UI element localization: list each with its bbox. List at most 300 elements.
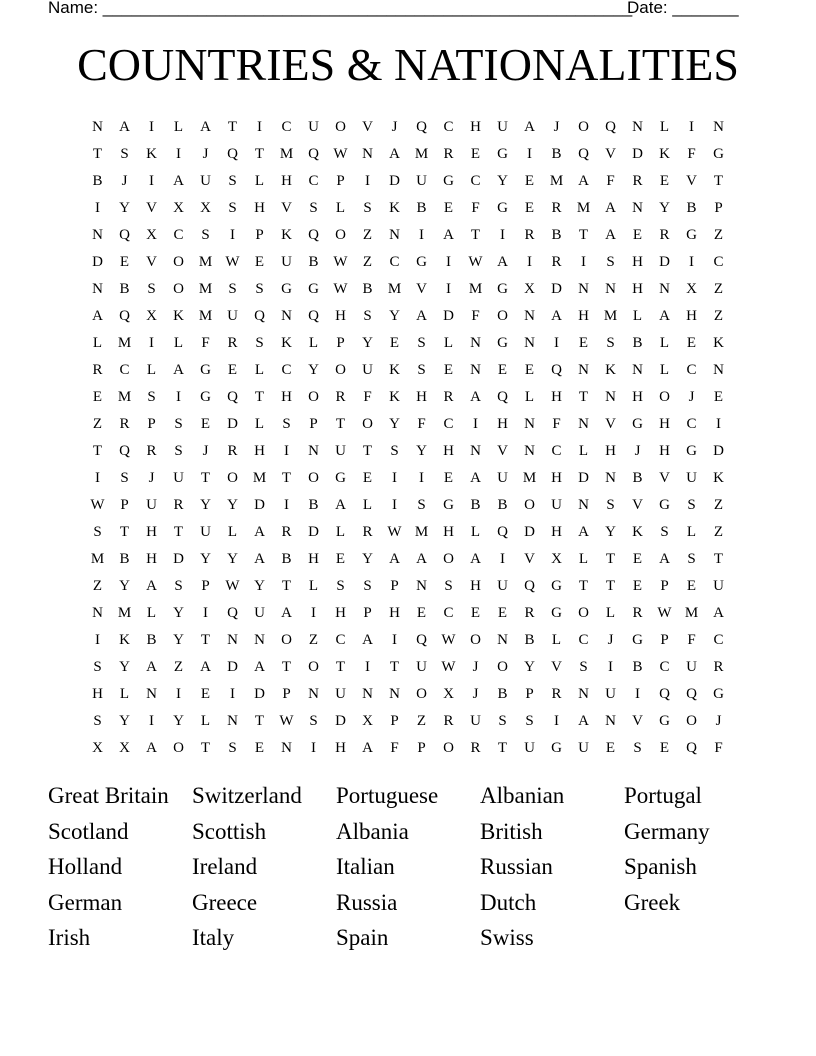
grid-letter: Y xyxy=(173,713,184,729)
grid-letter: N xyxy=(254,632,265,648)
grid-letter: G xyxy=(443,173,454,189)
grid-letter: N xyxy=(308,443,319,459)
grid-letter: T xyxy=(200,740,211,756)
grid-letter: T xyxy=(227,119,238,135)
grid-letter: N xyxy=(578,686,589,702)
grid-letter: Y xyxy=(173,605,184,621)
grid-letter: G xyxy=(551,605,562,621)
grid-letter: Y xyxy=(119,713,130,729)
grid-letter: B xyxy=(146,632,157,648)
grid-letter: J xyxy=(472,686,479,702)
grid-row xyxy=(84,546,732,573)
grid-letter: M xyxy=(414,524,429,540)
word-list-item: Albanian xyxy=(480,783,565,808)
grid-letter: B xyxy=(362,281,373,297)
grid-letter: K xyxy=(173,308,184,324)
grid-letter: E xyxy=(524,173,535,189)
grid-letter: C xyxy=(713,632,724,648)
grid-letter: Q xyxy=(227,389,238,405)
grid-letter: P xyxy=(120,497,129,513)
grid-letter: G xyxy=(335,470,346,486)
grid-letter: T xyxy=(92,443,103,459)
grid-letter: F xyxy=(363,389,372,405)
grid-letter: A xyxy=(578,524,589,540)
grid-letter: L xyxy=(227,524,238,540)
grid-letter: V xyxy=(659,470,670,486)
grid-letter: R xyxy=(659,227,670,243)
word-list-item: Germany xyxy=(624,818,710,844)
grid-letter: S xyxy=(525,713,534,729)
grid-letter: A xyxy=(659,308,670,324)
grid-letter: G xyxy=(497,281,508,297)
grid-letter: C xyxy=(443,119,454,135)
grid-letter: R xyxy=(551,254,562,270)
grid-letter: N xyxy=(632,119,643,135)
grid-letter: C xyxy=(308,173,319,189)
grid-letter: E xyxy=(524,200,535,216)
grid-letter: I xyxy=(527,146,532,162)
grid-letter: T xyxy=(254,389,265,405)
grid-letter: J xyxy=(148,470,155,486)
grid-letter: W xyxy=(333,146,348,162)
grid-letter: S xyxy=(606,335,615,351)
grid-letter: V xyxy=(551,659,562,675)
grid-letter: Z xyxy=(713,497,724,513)
grid-letter: Y xyxy=(200,497,211,513)
grid-letter: V xyxy=(632,713,643,729)
grid-letter: C xyxy=(443,605,454,621)
grid-letter: W xyxy=(333,281,348,297)
grid-letter: L xyxy=(146,362,157,378)
grid-letter: T xyxy=(173,524,184,540)
grid-letter: G xyxy=(497,146,508,162)
grid-letter: T xyxy=(470,227,481,243)
grid-letter: E xyxy=(200,416,211,432)
grid-letter: J xyxy=(553,119,560,135)
grid-letter: G xyxy=(686,443,697,459)
grid-letter: O xyxy=(308,470,319,486)
grid-letter: N xyxy=(524,443,535,459)
grid-letter: E xyxy=(632,551,643,567)
grid-letter: A xyxy=(389,551,400,567)
grid-letter: V xyxy=(632,497,643,513)
grid-letter: I xyxy=(500,551,505,567)
grid-letter: N xyxy=(416,578,427,594)
grid-letter: I xyxy=(500,227,505,243)
grid-letter: A xyxy=(200,119,211,135)
grid-letter: U xyxy=(524,740,535,756)
grid-letter: T xyxy=(281,578,292,594)
grid-letter: T xyxy=(578,227,589,243)
grid-letter: Q xyxy=(119,227,130,243)
grid-letter: E xyxy=(686,335,697,351)
grid-letter: E xyxy=(605,740,616,756)
grid-letter: F xyxy=(471,200,480,216)
grid-letter: Z xyxy=(713,281,724,297)
word-list-item: Italian xyxy=(336,854,395,879)
grid-letter: J xyxy=(472,659,479,675)
grid-letter: I xyxy=(446,281,451,297)
grid-letter: S xyxy=(498,713,507,729)
grid-letter: G xyxy=(308,281,319,297)
grid-letter: B xyxy=(551,227,562,243)
grid-letter: P xyxy=(390,713,399,729)
grid-letter: V xyxy=(416,281,427,297)
grid-letter: I xyxy=(716,416,721,432)
grid-letter: R xyxy=(524,605,535,621)
grid-letter: S xyxy=(174,443,183,459)
grid-letter: W xyxy=(333,254,348,270)
grid-letter: U xyxy=(497,578,508,594)
grid-letter: Z xyxy=(362,227,373,243)
grid-letter: Q xyxy=(497,524,508,540)
grid-letter: S xyxy=(660,524,669,540)
grid-letter: G xyxy=(551,578,562,594)
grid-letter: T xyxy=(92,146,103,162)
word-list-item: Italy xyxy=(192,925,235,950)
grid-letter: N xyxy=(92,227,103,243)
grid-letter: A xyxy=(713,605,724,621)
grid-letter: W xyxy=(441,659,456,675)
grid-letter: Y xyxy=(254,578,265,594)
grid-letter: S xyxy=(687,551,696,567)
grid-letter: E xyxy=(578,335,589,351)
word-list-item: Spanish xyxy=(624,854,697,879)
grid-letter: T xyxy=(281,659,292,675)
grid-letter: H xyxy=(416,389,427,405)
grid-letter: U xyxy=(254,605,265,621)
grid-letter: R xyxy=(443,389,454,405)
grid-letter: H xyxy=(92,686,103,702)
grid-letter: Y xyxy=(416,443,427,459)
grid-letter: N xyxy=(92,281,103,297)
grid-letter: S xyxy=(579,659,588,675)
grid-letter: F xyxy=(552,416,561,432)
grid-letter: N xyxy=(659,281,670,297)
grid-letter: S xyxy=(228,281,237,297)
grid-letter: Q xyxy=(578,146,589,162)
grid-letter: C xyxy=(470,173,481,189)
grid-letter: C xyxy=(659,659,670,675)
grid-row xyxy=(84,600,732,627)
grid-letter: F xyxy=(417,416,426,432)
grid-letter: I xyxy=(392,497,397,513)
grid-letter: B xyxy=(632,335,643,351)
grid-letter: E xyxy=(443,200,454,216)
grid-letter: I xyxy=(446,254,451,270)
grid-letter: S xyxy=(93,713,102,729)
grid-letter: W xyxy=(225,578,240,594)
grid-letter: U xyxy=(416,659,427,675)
grid-letter: A xyxy=(470,551,481,567)
grid-letter: Q xyxy=(119,443,130,459)
grid-letter: A xyxy=(119,119,130,135)
grid-letter: N xyxy=(524,335,535,351)
grid-letter: S xyxy=(201,227,210,243)
grid-letter: J xyxy=(607,632,614,648)
grid-letter: G xyxy=(551,740,562,756)
grid-letter: P xyxy=(336,335,345,351)
grid-letter: A xyxy=(605,200,616,216)
grid-letter: R xyxy=(524,227,535,243)
grid-letter: L xyxy=(443,335,454,351)
grid-letter: N xyxy=(470,443,481,459)
grid-letter: R xyxy=(119,416,130,432)
grid-letter: E xyxy=(254,254,265,270)
grid-letter: S xyxy=(390,443,399,459)
grid-letter: N xyxy=(605,470,616,486)
grid-letter: U xyxy=(335,686,346,702)
grid-letter: E xyxy=(254,740,265,756)
grid-letter: Q xyxy=(659,686,670,702)
grid-letter: E xyxy=(470,605,481,621)
grid-letter: P xyxy=(714,200,723,216)
grid-letter: N xyxy=(713,362,724,378)
grid-letter: O xyxy=(524,497,535,513)
grid-letter: E xyxy=(200,686,211,702)
grid-letter: C xyxy=(281,362,292,378)
grid-letter: M xyxy=(252,470,267,486)
grid-letter: O xyxy=(578,119,589,135)
grid-letter: D xyxy=(659,254,670,270)
grid-letter: E xyxy=(497,605,508,621)
grid-letter: Y xyxy=(362,335,373,351)
grid-letter: Z xyxy=(713,524,724,540)
grid-letter: M xyxy=(387,281,402,297)
grid-letter: G xyxy=(416,254,427,270)
grid-letter: B xyxy=(92,173,103,189)
grid-letter: Y xyxy=(119,200,130,216)
grid-letter: L xyxy=(470,524,481,540)
grid-letter: A xyxy=(146,659,157,675)
word-list-item: Swiss xyxy=(480,925,534,950)
grid-letter: Y xyxy=(308,362,319,378)
grid-letter: B xyxy=(632,659,643,675)
grid-letter: M xyxy=(279,146,294,162)
grid-letter: K xyxy=(659,146,670,162)
grid-letter: G xyxy=(443,497,454,513)
grid-letter: D xyxy=(713,443,724,459)
grid-letter: N xyxy=(632,362,643,378)
grid-row xyxy=(84,519,732,546)
grid-row xyxy=(84,492,732,519)
grid-letter: F xyxy=(201,335,210,351)
grid-letter: N xyxy=(470,362,481,378)
grid-letter: A xyxy=(524,119,535,135)
grid-letter: S xyxy=(363,578,372,594)
grid-letter: T xyxy=(200,632,211,648)
grid-letter: D xyxy=(524,524,535,540)
grid-letter: U xyxy=(497,119,508,135)
grid-letter: N xyxy=(578,281,589,297)
grid-letter: W xyxy=(468,254,483,270)
grid-letter: D xyxy=(335,713,346,729)
grid-letter: S xyxy=(336,578,345,594)
grid-letter: V xyxy=(605,146,616,162)
grid-letter: T xyxy=(335,659,346,675)
grid-letter: A xyxy=(335,497,346,513)
grid-letter: U xyxy=(362,362,373,378)
grid-letter: Y xyxy=(659,200,670,216)
grid-letter: U xyxy=(308,119,319,135)
grid-letter: A xyxy=(254,659,265,675)
grid-letter: K xyxy=(146,146,157,162)
grid-letter: I xyxy=(608,659,613,675)
grid-letter: O xyxy=(362,416,373,432)
grid-letter: L xyxy=(254,362,265,378)
grid-letter: B xyxy=(551,146,562,162)
grid-letter: B xyxy=(308,254,319,270)
grid-letter: H xyxy=(632,389,643,405)
grid-letter: C xyxy=(578,632,589,648)
grid-row xyxy=(84,249,732,276)
grid-letter: V xyxy=(605,416,616,432)
grid-letter: T xyxy=(362,443,373,459)
grid-letter: M xyxy=(198,308,213,324)
grid-letter: W xyxy=(441,632,456,648)
grid-letter: M xyxy=(468,281,483,297)
grid-letter: H xyxy=(551,470,562,486)
grid-letter: S xyxy=(363,200,372,216)
grid-letter: A xyxy=(362,632,373,648)
grid-letter: I xyxy=(284,497,289,513)
grid-letter: H xyxy=(632,254,643,270)
grid-letter: C xyxy=(173,227,184,243)
grid-letter: H xyxy=(335,740,346,756)
grid-letter: N xyxy=(362,686,373,702)
grid-letter: S xyxy=(417,497,426,513)
word-list-item: Scottish xyxy=(192,818,267,844)
grid-letter: U xyxy=(605,686,616,702)
grid-letter: L xyxy=(308,335,319,351)
grid-letter: N xyxy=(92,605,103,621)
page-title: COUNTRIES & NATIONALITIES xyxy=(77,39,739,90)
grid-letter: H xyxy=(146,524,157,540)
grid-letter: H xyxy=(632,281,643,297)
grid-letter: N xyxy=(605,281,616,297)
grid-letter: X xyxy=(146,308,157,324)
grid-letter: O xyxy=(281,632,292,648)
grid-letter: T xyxy=(605,551,616,567)
grid-letter: T xyxy=(497,740,508,756)
grid-letter: A xyxy=(497,254,508,270)
grid-letter: Q xyxy=(416,632,427,648)
grid-letter: U xyxy=(551,497,562,513)
grid-letter: S xyxy=(687,497,696,513)
grid-letter: U xyxy=(200,173,211,189)
grid-letter: X xyxy=(92,740,103,756)
grid-letter: U xyxy=(497,470,508,486)
word-list-item: Greece xyxy=(192,889,258,915)
grid-letter: G xyxy=(200,362,211,378)
grid-letter: Q xyxy=(308,146,319,162)
grid-letter: C xyxy=(281,119,292,135)
grid-letter: I xyxy=(635,686,640,702)
grid-letter: P xyxy=(255,227,264,243)
grid-letter: G xyxy=(281,281,292,297)
grid-row xyxy=(84,114,732,141)
grid-letter: N xyxy=(632,200,643,216)
grid-letter: A xyxy=(416,308,427,324)
grid-letter: R xyxy=(362,524,373,540)
grid-letter: I xyxy=(95,200,100,216)
grid-letter: L xyxy=(686,524,697,540)
grid-row xyxy=(84,222,732,249)
grid-letter: V xyxy=(146,200,157,216)
grid-letter: E xyxy=(497,362,508,378)
grid-letter: A xyxy=(551,308,562,324)
grid-letter: A xyxy=(659,551,670,567)
grid-letter: X xyxy=(362,713,373,729)
grid-letter: S xyxy=(606,254,615,270)
grid-letter: M xyxy=(684,605,699,621)
grid-letter: A xyxy=(416,551,427,567)
grid-letter: Q xyxy=(605,119,616,135)
grid-letter: A xyxy=(281,605,292,621)
grid-letter: S xyxy=(147,281,156,297)
grid-letter: N xyxy=(362,146,373,162)
grid-letter: V xyxy=(686,173,697,189)
grid-letter: E xyxy=(92,389,103,405)
grid-letter: L xyxy=(659,362,670,378)
grid-letter: G xyxy=(497,200,508,216)
grid-row xyxy=(84,627,732,654)
grid-letter: S xyxy=(120,470,129,486)
grid-letter: L xyxy=(551,632,562,648)
grid-letter: B xyxy=(470,497,481,513)
grid-letter: Q xyxy=(551,362,562,378)
grid-letter: J xyxy=(202,443,209,459)
word-list-item: German xyxy=(48,889,123,915)
grid-letter: E xyxy=(443,470,454,486)
grid-row xyxy=(84,168,732,195)
grid-letter: X xyxy=(119,740,130,756)
grid-letter: Y xyxy=(119,578,130,594)
grid-letter: Y xyxy=(119,659,130,675)
grid-letter: X xyxy=(146,227,157,243)
grid-letter: H xyxy=(281,173,292,189)
grid-letter: B xyxy=(632,470,643,486)
grid-letter: I xyxy=(689,119,694,135)
word-list-item: Russian xyxy=(480,854,553,879)
grid-letter: I xyxy=(230,227,235,243)
grid-letter: F xyxy=(606,173,615,189)
grid-letter: R xyxy=(227,335,238,351)
grid-letter: Q xyxy=(497,389,508,405)
word-list xyxy=(48,778,768,956)
grid-letter: O xyxy=(578,605,589,621)
grid-letter: G xyxy=(713,146,724,162)
grid-letter: N xyxy=(227,713,238,729)
grid-letter: H xyxy=(308,551,319,567)
grid-letter: I xyxy=(689,254,694,270)
grid-row xyxy=(84,654,732,681)
grid-letter: K xyxy=(119,632,130,648)
grid-row xyxy=(84,357,732,384)
grid-row xyxy=(84,573,732,600)
grid-letter: Z xyxy=(92,578,103,594)
grid-letter: K xyxy=(281,335,292,351)
grid-letter: S xyxy=(417,335,426,351)
grid-row xyxy=(84,708,732,735)
grid-letter: B xyxy=(497,497,508,513)
grid-letter: H xyxy=(686,308,697,324)
word-list-item: Great Britain xyxy=(48,783,169,808)
grid-letter: H xyxy=(659,443,670,459)
grid-letter: N xyxy=(92,119,103,135)
date-field-label: Date: _______ xyxy=(627,0,739,17)
grid-letter: Y xyxy=(389,308,400,324)
